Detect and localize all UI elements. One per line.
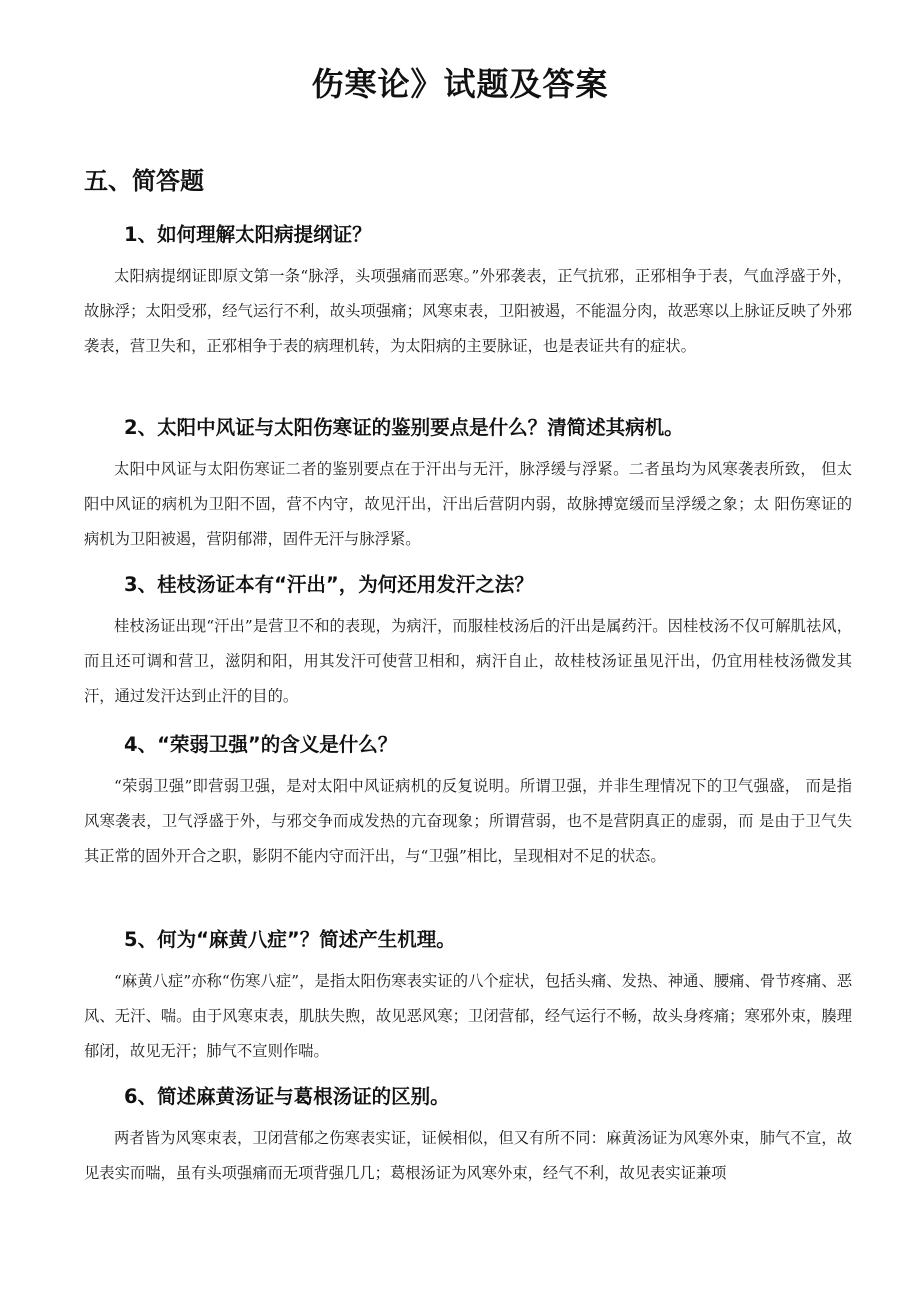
document-title: 伤寒论》试题及答案	[311, 65, 609, 103]
question-heading: 6、简述麻黄汤证与葛根汤证的区别。	[124, 1085, 450, 1108]
question-heading: 2、太阳中风证与太阳伤寒证的鉴别要点是什么？清简述其病机。	[124, 416, 684, 439]
question-heading: 3、桂枝汤证本有“汗出”，为何还用发汗之法？	[124, 573, 534, 596]
qa-item-5	[84, 925, 852, 1069]
qa-item-4	[84, 730, 852, 874]
answer-paragraph: 两者皆为风寒束表，卫闭营郁之伤寒表实证，证候相似，但又有所不同：麻黄汤证为风寒外束，肺气不宣，故见表实而喘，虽有头项强痛而无项背强几几；葛根汤证为风寒外束，经气不利，故见表实证兼项	[84, 1129, 852, 1182]
qa-item-2	[84, 413, 852, 557]
section-heading: 五、简答题	[84, 167, 204, 195]
answer-paragraph: 太阳病提纲证即原文第一条“脉浮，头项强痛而恶寒。”外邪袭表，正气抗邪，正邪相争于表，气血浮盛于外，故脉浮；太阳受邪，经气运行不利，故头项强痛；风寒束表，卫阳被遏，不能温分肉，故恶寒以上脉证反映了外邪袭表，营卫失和，正邪相争于表的病理机转，为太阳病的主要脉证，也是表证共有的症状。	[84, 267, 852, 355]
qa-item-6	[84, 1082, 852, 1191]
answer-paragraph: “荣弱卫强”即营弱卫强，是对太阳中风证病机的反复说明。所谓卫强，并非生理情况下的卫气强盛， 而是指风寒袭表，卫气浮盛于外，与邪交争而成发热的亢奋现象；所谓营弱，也不是营阴真正的虚弱，而 是由于卫气失其正常的固外开合之职，影阴不能内守而汗出，与“卫强”相比，呈现相对不足的状态。	[84, 777, 852, 865]
answer-paragraph: 桂枝汤证出现“汗出”是营卫不和的表现，为病汗，而服桂枝汤后的汗出是属药汗。因桂枝汤不仅可解肌祛风，而且还可调和营卫，滋阴和阳，用其发汗可使营卫相和，病汗自止，故桂枝汤证虽见汗出，仍宜用桂枝汤微发其汗，通过发汗达到止汗的目的。	[84, 617, 852, 705]
answer-paragraph: 太阳中风证与太阳伤寒证二者的鉴别要点在于汗出与无汗，脉浮缓与浮紧。二者虽均为风寒袭表所致， 但太阳中风证的病机为卫阳不固，营不内守，故见汗出，汗出后营阴内弱，故脉搏宽缓而呈浮缓之象；太 阳伤寒证的病机为卫阳被遏，营阴郁滞，固件无汗与脉浮紧。	[84, 460, 852, 548]
question-heading: 5、何为“麻黄八症”？简述产生机理。	[124, 928, 456, 951]
question-heading: 4、“荣弱卫强”的含义是什么？	[124, 733, 398, 756]
qa-item-1	[84, 220, 852, 364]
qa-item-3	[84, 570, 852, 714]
answer-paragraph: “麻黄八症”亦称“伤寒八症”，是指太阳伤寒表实证的八个症状，包括头痛、发热、神通、腰痛、骨节疼痛、恶风、无汗、喘。由于风寒束表，肌肤失煦，故见恶风寒；卫闭营郁，经气运行不畅，故头身疼痛；寒邪外束，腠理郁闭，故见无汗；肺气不宣则作喘。	[84, 972, 852, 1060]
question-heading: 1、如何理解太阳病提纲证？	[124, 223, 372, 246]
